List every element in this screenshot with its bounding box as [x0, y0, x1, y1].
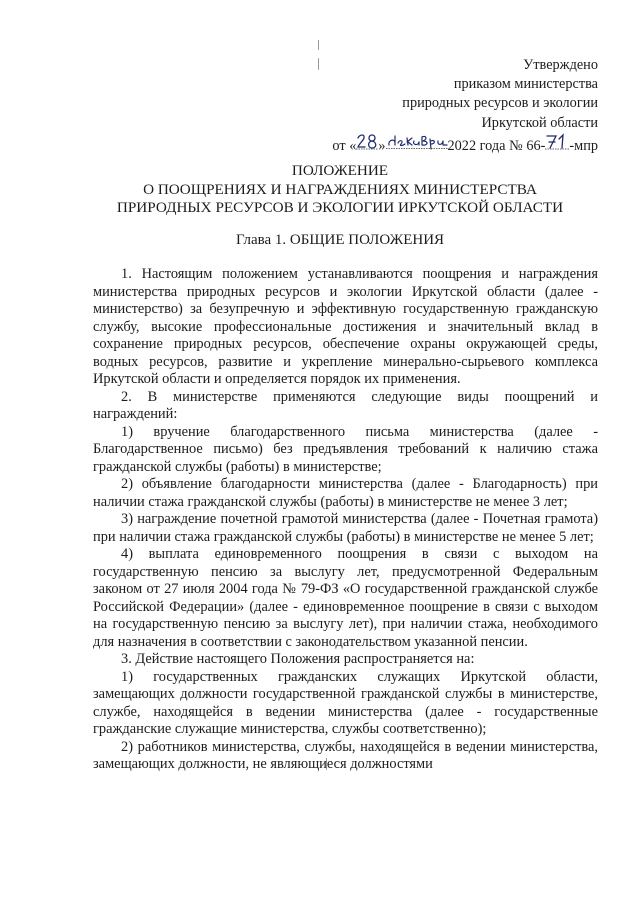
document-body — [93, 266, 598, 774]
paragraph: 3. Действие настоящего Положения распространяется на: — [121, 651, 475, 667]
list-item: 1) вручение благодарственного письма министерства (далее - Благодарственное письмо) без предъявления требований к наличию стажа гражданской службы (работы) в министерстве; — [93, 423, 598, 475]
title-line: ПРИРОДНЫХ РЕСУРСОВ И ЭКОЛОГИИ ИРКУТСКОЙ ОБЛАСТИ — [116, 199, 564, 216]
date-prefix: от « — [332, 137, 357, 154]
list-item: 2) объявление благодарности министерства (далее - Благодарность) при наличии стажа гражданской службы (работы) в министерстве не менее 3 лет; — [93, 476, 598, 510]
scan-speck — [318, 58, 319, 70]
paragraph: 2. В министерстве применяются следующие виды поощрений и награждений: — [93, 388, 598, 422]
title-line: О ПООЩРЕНИЯХ И НАГРАЖДЕНИЯХ МИНИСТЕРСТВА — [143, 180, 537, 198]
list-item: 2) работников министерства, службы, находящейся в ведении министерства, замещающих должности, не являющиеся должностями — [93, 738, 598, 772]
approval-line: Иркутской области — [481, 114, 598, 131]
list-item: 3) награждение почетной грамотой министерства (далее - Почетная грамота) при наличии стажа гражданской службы (работы) в министерстве не менее 5 лет; — [93, 511, 598, 545]
order-suffix: -мпр — [569, 137, 598, 154]
approval-block — [332, 56, 598, 156]
paragraph: 1. Настоящим положением устанавливаются поощрения и награждения министерства природных ресурсов и экологии Иркутской области (далее - министерство) за безупречную и эффективную государственную гражданскую службу, высокие профессиональные достижения и значительный вклад в сохранение природных ресурсов, обеспечение охраны окружающей среды, водных ресурсов, развитие и укрепление минерально-сырьевого комплекса Иркутской области и определяется порядок их применения. — [93, 266, 598, 387]
handwritten-order-number — [545, 133, 569, 150]
list-item: 4) выплата единовременного поощрения в связи с выходом на государственную пенсию за выслугу лет, предусмотренной Федеральным законом от 27 июля 2004 года № 79-ФЗ «О государственной гражданской службе Российской Федерации» (далее - единовременное поощрение в связи с выходом на государственную пенсию за выслугу лет), при наличии стажа, необходимого для назначения в соответствии с законодательством указанной пенсии. — [93, 546, 598, 650]
handwritten-day — [356, 133, 378, 150]
date-suffix: 2022 года № 66- — [447, 137, 546, 154]
date-quote-close: » — [378, 137, 386, 154]
approval-line: Утверждено — [523, 57, 598, 73]
document-title — [60, 162, 620, 218]
list-item: 1) государственных гражданских служащих Иркутской области, замещающих должности государственной гражданской службы в министерстве, службе, находящейся в ведении министерства (далее - государственные гражданские служащие министерства, службы соответственно); — [93, 668, 598, 737]
title-line: ПОЛОЖЕНИЕ — [291, 162, 389, 179]
approval-date-line — [332, 133, 598, 156]
scan-speck — [318, 40, 319, 50]
handwritten-month — [386, 133, 448, 150]
approval-line: приказом министерства — [453, 76, 598, 93]
approval-line: природных ресурсов и экологии — [402, 95, 598, 112]
chapter-heading: Глава 1. ОБЩИЕ ПОЛОЖЕНИЯ — [235, 232, 445, 248]
